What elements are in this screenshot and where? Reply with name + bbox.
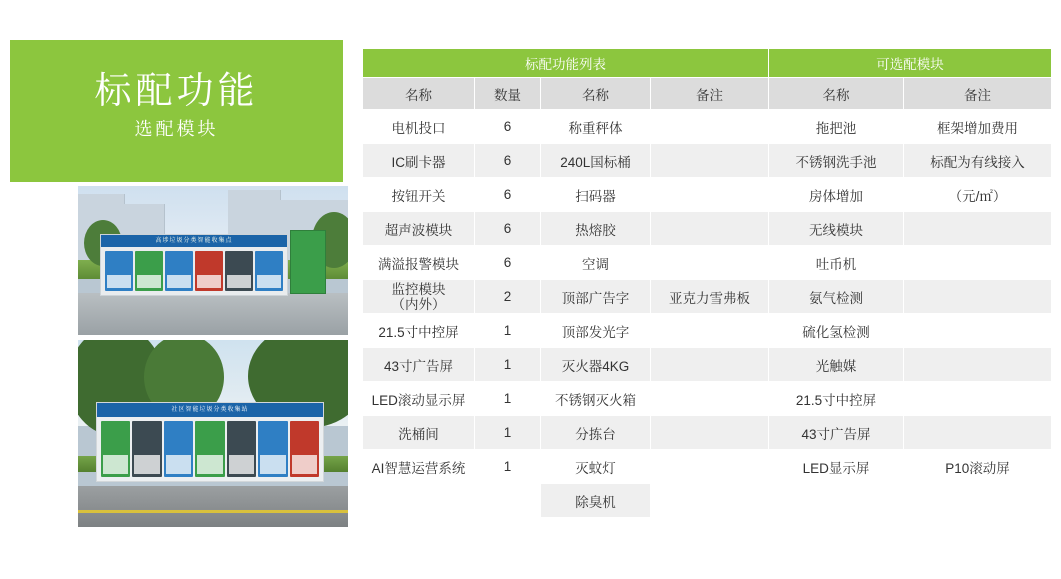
col-header-qty: 数量 [475, 78, 541, 110]
table-cell: 1 [475, 314, 541, 348]
group-header-optional: 可选配模块 [769, 49, 1052, 78]
group-header-standard: 标配功能列表 [363, 49, 769, 78]
table-cell: AI智慧运营系统 [363, 450, 475, 484]
table-cell [769, 484, 904, 518]
table-cell: 硫化氢检测 [769, 314, 904, 348]
table-cell: 21.5寸中控屏 [363, 314, 475, 348]
table-cell: 电机投口 [363, 110, 475, 144]
photo-kiosk-street [78, 340, 348, 527]
table-cell: 热熔胶 [541, 212, 651, 246]
table-row [363, 416, 1052, 450]
table-cell [904, 416, 1052, 450]
kiosk-banner-text: 社区智能垃圾分类收集站 [171, 407, 249, 413]
table-cell: 顶部发光字 [541, 314, 651, 348]
table-cell: 分拣台 [541, 416, 651, 450]
bin [227, 421, 256, 477]
table-cell [904, 280, 1052, 314]
table-cell: IC刷卡器 [363, 144, 475, 178]
spec-table-wrapper [362, 48, 1051, 518]
table-cell: 43寸广告屏 [769, 416, 904, 450]
table-cell: LED显示屏 [769, 450, 904, 484]
page-title: 标配功能 [94, 70, 259, 111]
table-cell [651, 348, 769, 382]
table-row [363, 144, 1052, 178]
bin [165, 251, 193, 291]
table-row [363, 280, 1052, 314]
bin [132, 421, 161, 477]
kiosk-structure [96, 402, 324, 482]
table-cell: 超声波模块 [363, 212, 475, 246]
title-block [10, 68, 343, 144]
table-cell: 光触媒 [769, 348, 904, 382]
table-row [363, 110, 1052, 144]
page-subtitle: 选配模块 [134, 119, 219, 139]
table-cell [651, 416, 769, 450]
table-cell: 按钮开关 [363, 178, 475, 212]
table-cell [651, 382, 769, 416]
road-marking [78, 510, 348, 513]
table-cell: 氨气检测 [769, 280, 904, 314]
bin-row [105, 251, 283, 291]
spec-table [362, 48, 1052, 518]
kiosk-banner [97, 403, 323, 417]
table-cell [904, 382, 1052, 416]
table-cell: 6 [475, 178, 541, 212]
table-cell: 空调 [541, 246, 651, 280]
table-cell [904, 484, 1052, 518]
table-row [363, 212, 1052, 246]
table-cell [651, 484, 769, 518]
table-cell [651, 144, 769, 178]
table-cell: 6 [475, 110, 541, 144]
table-cell: 亚克力雪弗板 [651, 280, 769, 314]
col-header-remark-1: 备注 [651, 78, 769, 110]
col-header-name-3: 名称 [769, 78, 904, 110]
table-cell: 1 [475, 382, 541, 416]
table-row [363, 484, 1052, 518]
table-row [363, 246, 1052, 280]
kiosk-banner [101, 235, 287, 247]
table-row [363, 348, 1052, 382]
table-cell: 房体增加 [769, 178, 904, 212]
table-cell: 称重秤体 [541, 110, 651, 144]
bin [105, 251, 133, 291]
table-body [363, 110, 1052, 518]
table-cell: （元/㎡） [904, 178, 1052, 212]
table-cell: 洗桶间 [363, 416, 475, 450]
table-row [363, 178, 1052, 212]
bin [290, 421, 319, 477]
table-cell: 拖把池 [769, 110, 904, 144]
table-cell: 2 [475, 280, 541, 314]
table-cell: P10滚动屏 [904, 450, 1052, 484]
bin [258, 421, 287, 477]
table-cell [651, 314, 769, 348]
photo-kiosk-daytime [78, 186, 348, 335]
road [78, 486, 348, 527]
table-cell: 6 [475, 246, 541, 280]
table-cell: 除臭机 [541, 484, 651, 518]
table-group-header-row [363, 49, 1052, 78]
table-cell: 不锈钢洗手池 [769, 144, 904, 178]
kiosk-structure [100, 234, 288, 296]
table-cell [363, 484, 475, 518]
table-cell: 顶部广告字 [541, 280, 651, 314]
kiosk-banner-text: 高埗垃圾分类智能收集点 [155, 238, 233, 244]
table-row [363, 382, 1052, 416]
table-cell: 不锈钢灭火箱 [541, 382, 651, 416]
bin-row [101, 421, 319, 477]
table-cell [651, 212, 769, 246]
table-cell [651, 246, 769, 280]
table-cell: 1 [475, 450, 541, 484]
table-column-header-row [363, 78, 1052, 110]
table-cell [475, 484, 541, 518]
bin [135, 251, 163, 291]
table-cell: 灭火器4KG [541, 348, 651, 382]
table-row [363, 450, 1052, 484]
bin [255, 251, 283, 291]
table-row [363, 314, 1052, 348]
table-cell [651, 450, 769, 484]
table-cell: 监控模块 （内外） [363, 280, 475, 314]
left-green-panel [10, 40, 343, 182]
table-cell: 吐币机 [769, 246, 904, 280]
col-header-remark-2: 备注 [904, 78, 1052, 110]
table-cell: 无线模块 [769, 212, 904, 246]
table-cell: 21.5寸中控屏 [769, 382, 904, 416]
side-display-board [290, 230, 326, 294]
table-cell: 6 [475, 144, 541, 178]
bin [164, 421, 193, 477]
table-cell: 标配为有线接入 [904, 144, 1052, 178]
table-cell: 1 [475, 416, 541, 450]
ground [78, 293, 348, 335]
table-cell: 框架增加费用 [904, 110, 1052, 144]
table-cell: 6 [475, 212, 541, 246]
bin [195, 421, 224, 477]
table-cell [904, 314, 1052, 348]
table-cell [904, 348, 1052, 382]
table-cell: 扫码器 [541, 178, 651, 212]
table-cell [651, 110, 769, 144]
table-cell [904, 212, 1052, 246]
table-cell [904, 246, 1052, 280]
table-cell: 1 [475, 348, 541, 382]
col-header-name-1: 名称 [363, 78, 475, 110]
table-cell: 240L国标桶 [541, 144, 651, 178]
table-cell [651, 178, 769, 212]
table-cell: 43寸广告屏 [363, 348, 475, 382]
col-header-name-2: 名称 [541, 78, 651, 110]
bin [195, 251, 223, 291]
table-cell: 满溢报警模块 [363, 246, 475, 280]
table-cell: 灭蚊灯 [541, 450, 651, 484]
bin [225, 251, 253, 291]
bin [101, 421, 130, 477]
table-cell: LED滚动显示屏 [363, 382, 475, 416]
